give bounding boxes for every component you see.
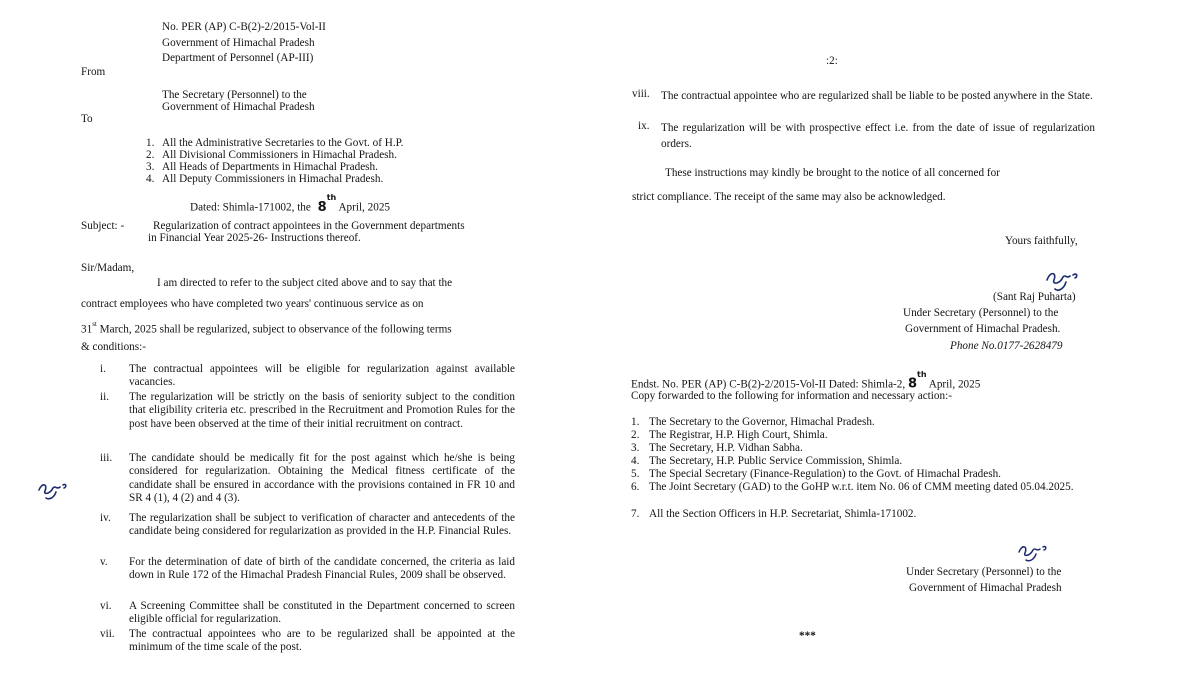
body-line-4: & conditions:- (81, 341, 146, 353)
condition-number: v. (100, 556, 108, 568)
dated-day: 8 (317, 199, 327, 215)
body-line-2: contract employees who have completed two years' continuous service as on (81, 298, 424, 310)
condition-number: vi. (100, 600, 112, 612)
condition-number: i. (100, 363, 106, 375)
list-text: The Secretary, H.P. Public Service Commission, Shimla. (649, 455, 903, 467)
list-text: The Secretary to the Governor, Himachal Pradesh. (649, 416, 875, 428)
dated-prefix: Dated: Shimla-171002, the (190, 201, 311, 214)
copy-forwarded-line: Copy forwarded to the following for information and necessary action:- (631, 390, 952, 402)
page-number: :2: (826, 55, 838, 67)
condition-text: The regularization will be with prospective effect i.e. from the date of issue of regularization orders. (661, 122, 1095, 150)
list-number: 6. (631, 481, 640, 493)
government-name: Government of Himachal Pradesh (162, 37, 315, 49)
phone-number: Phone No.0177-2628479 (950, 340, 1063, 352)
subject-label: Subject: - (81, 220, 125, 232)
endorsement-day-suffix: th (917, 370, 927, 379)
margin-initials-signature (36, 478, 70, 504)
from-line-1: The Secretary (Personnel) to the (162, 89, 307, 101)
condition-number: iii. (100, 452, 113, 464)
subject-line-1: Regularization of contract appointees in the Government departments (153, 220, 465, 232)
list-number: 3. (631, 442, 640, 454)
department-name: Department of Personnel (AP-III) (162, 52, 314, 64)
list-text: All Deputy Commissioners in Himachal Pradesh. (162, 173, 384, 185)
list-number: 4. (146, 173, 155, 185)
list-text: The Special Secretary (Finance-Regulation) to the Govt. of Himachal Pradesh. (649, 468, 1001, 480)
condition-text: A Screening Committee shall be constituted in the Department concerned to screen eligible official for regularization. (129, 600, 515, 626)
instructions-line-2: strict compliance. The receipt of the same may also be acknowledged. (632, 191, 946, 203)
body-line-1: I am directed to refer to the subject cited above and to say that the (157, 277, 453, 289)
subject-line-2: in Financial Year 2025-26- Instructions thereof. (148, 232, 361, 244)
salutation: Sir/Madam, (81, 262, 135, 274)
body-line-3-text: March, 2025 shall be regularized, subject to observance of the following terms (96, 323, 452, 336)
footer-designation-2: Government of Himachal Pradesh (909, 582, 1062, 594)
dated-day-suffix: th (326, 193, 337, 202)
condition-text: The regularization will be strictly on the basis of seniority subject to the condition that eligibility criteria etc. prescribed in the Recruitment and Promotion Rules for the post have been observed at the time of their initial recruitment on contract. (129, 391, 515, 430)
signatory-designation-1: Under Secretary (Personnel) to the (903, 307, 1059, 319)
condition-number: viii. (632, 88, 650, 100)
list-text: The Registrar, H.P. High Court, Shimla. (649, 429, 828, 441)
signatory-name: (Sant Raj Puharta) (993, 291, 1076, 303)
closing: Yours faithfully, (1005, 235, 1078, 247)
list-text: All Divisional Commissioners in Himachal Pradesh. (162, 149, 397, 161)
end-marker: *** (799, 630, 816, 642)
condition-text: The contractual appointees will be eligible for regularization against available vacancies. (129, 363, 515, 389)
condition-number: ix. (638, 120, 650, 132)
list-text: All the Section Officers in H.P. Secretariat, Shimla-171002. (649, 508, 917, 520)
body-line-3 (81, 320, 452, 337)
dated-line (190, 193, 391, 215)
list-number: 1. (146, 137, 155, 149)
dated-month: April, 2025 (338, 201, 391, 214)
condition-text: The contractual appointees who are to be regularized shall be appointed at the minimum of the time scale of the post. (129, 628, 515, 654)
condition-text: The regularization shall be subject to verification of character and antecedents of the candidate being considered for regularization as provided in the H.P. Financial Rules. (129, 512, 515, 538)
list-text: All the Administrative Secretaries to the Govt. of H.P. (162, 137, 404, 149)
from-label: From (81, 66, 106, 78)
body-date-number: 31 (81, 323, 93, 336)
condition-number: ii. (100, 391, 110, 403)
instructions-line-1: These instructions may kindly be brought to the notice of all concerned for (665, 167, 1000, 179)
footer-signature (1016, 540, 1052, 566)
condition-number: vii. (100, 628, 115, 640)
condition-text: For the determination of date of birth of the candidate concerned, the criteria as laid down in Rule 172 of the Himachal Pradesh Financial Rules, 2009 shall be observed. (129, 556, 515, 582)
condition-text: The candidate should be medically fit for the post against which he/she is being considered for regularization. Obtaining the Medical fitness certificate of the candidate shall be ensured in accordance with the provisions contained in FR 10 and SR 4 (1), 4 (2) and 4 (3). (129, 452, 515, 505)
list-text: All Heads of Departments in Himachal Pradesh. (162, 161, 378, 173)
endorsement-prefix: Endst. No. PER (AP) C-B(2)-2/2015-Vol-II Dated: Shimla-2, (631, 378, 906, 391)
list-text: The Secretary, H.P. Vidhan Sabha. (649, 442, 803, 454)
footer-designation-1: Under Secretary (Personnel) to the (906, 566, 1062, 578)
endorsement-month: April, 2025 (928, 378, 981, 391)
list-number: 4. (631, 455, 640, 467)
condition-text: The contractual appointee who are regularized shall be liable to be posted anywhere in the State. (661, 90, 1093, 102)
list-text: The Joint Secretary (GAD) to the GoHP w.r.t. item No. 06 of CMM meeting dated 05.04.2025. (649, 481, 1074, 493)
list-number: 2. (631, 429, 640, 441)
list-number: 3. (146, 161, 155, 173)
endorsement-day: 8 (907, 376, 918, 392)
list-number: 2. (146, 149, 155, 161)
to-label: To (81, 113, 93, 125)
list-number: 7. (631, 508, 640, 520)
signatory-designation-2: Government of Himachal Pradesh. (905, 323, 1061, 335)
from-line-2: Government of Himachal Pradesh (162, 101, 315, 113)
list-number: 1. (631, 416, 640, 428)
file-number: No. PER (AP) C-B(2)-2/2015-Vol-II (162, 21, 326, 33)
body-date-suffix: st (92, 320, 97, 328)
condition-number: iv. (100, 512, 111, 524)
list-number: 5. (631, 468, 640, 480)
